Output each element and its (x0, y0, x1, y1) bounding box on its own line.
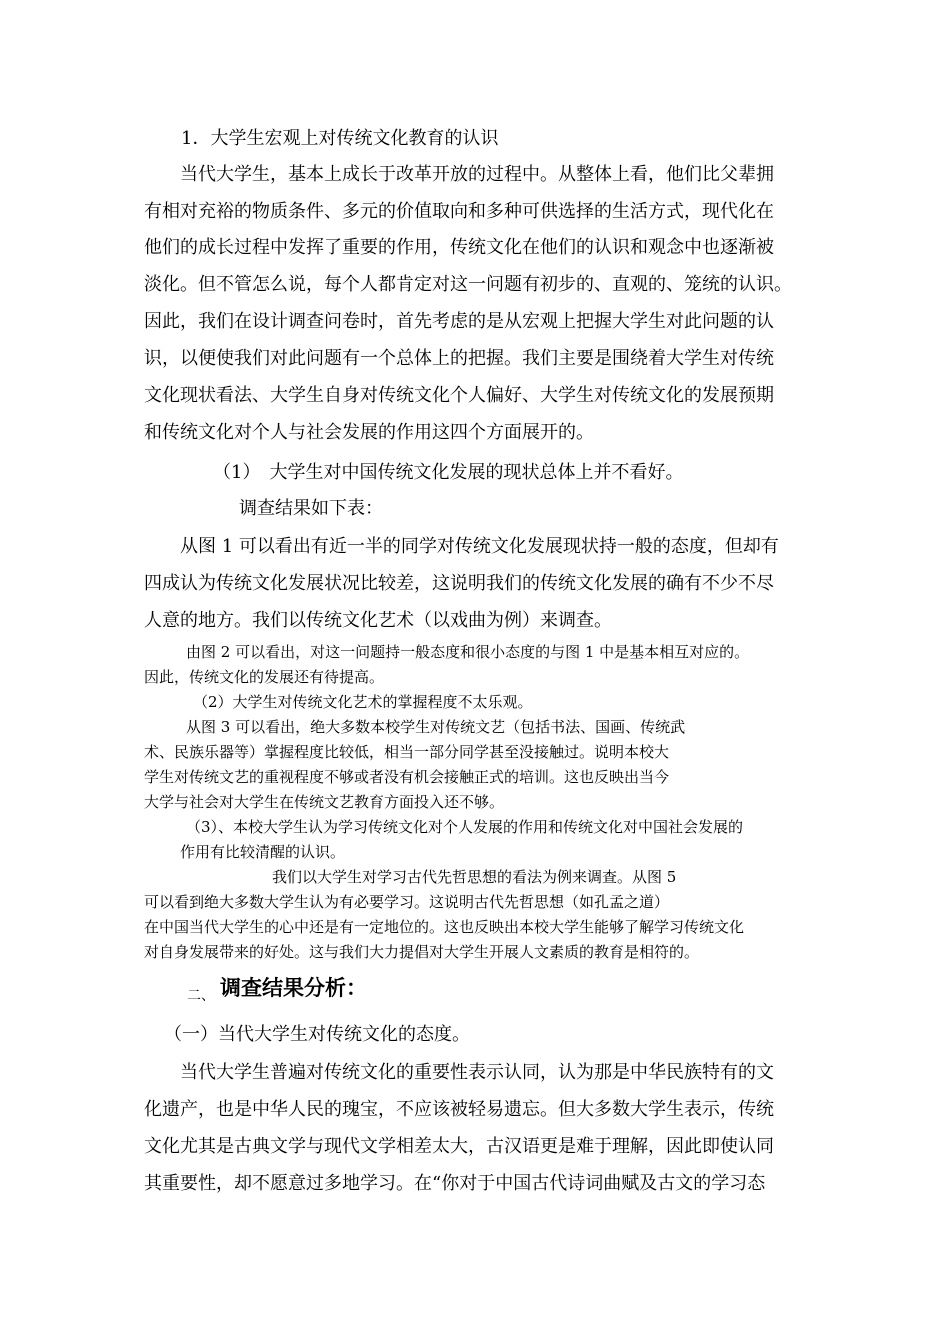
paragraph-line: 有相对充裕的物质条件、多元的价值取向和多种可供选择的生活方式，现代化在 (144, 201, 774, 222)
paragraph-line: 和传统文化对个人与社会发展的作用这四个方面展开的。 (144, 422, 594, 443)
paragraph-line: 化遗产，也是中华人民的瑰宝，不应该被轻易遗忘。但大多数大学生表示，传统 (144, 1099, 774, 1120)
paragraph-line: 当代大学生，基本上成长于改革开放的过程中。从整体上看，他们比父辈拥 (180, 164, 774, 185)
paragraph-line: 文化尤其是古典文学与现代文学相差太大，古汉语更是难于理解，因此即使认同 (144, 1136, 774, 1157)
paragraph-line: 从图 1 可以看出有近一半的同学对传统文化发展现状持一般的态度，但却有 (180, 536, 779, 557)
paragraph-line: 四成认为传统文化发展状况比较差，这说明我们的传统文化发展的确有不少不尽 (144, 573, 774, 594)
paragraph-line: 当代大学生普遍对传统文化的重要性表示认同，认为那是中华民族特有的文 (180, 1062, 774, 1083)
paragraph-line: 大学与社会对大学生在传统文艺教育方面投入还不够。 (144, 793, 505, 811)
survey-intro: 调查结果如下表： (239, 498, 383, 519)
section1-heading: 1．大学生宏观上对传统文化教育的认识 (181, 128, 499, 149)
paragraph-line: 我们以大学生对学习古代先哲思想的看法为例来调查。从图 5 (272, 868, 677, 886)
point3-title: （3）、本校大学生认为学习传统文化对个人发展的作用和传统文化对中国社会发展的 (186, 818, 744, 836)
paragraph-line: 可以看到绝大多数大学生认为有必要学习。这说明古代先哲思想（如孔孟之道） (144, 893, 670, 911)
paragraph-line: 文化现状看法、大学生自身对传统文化个人偏好、大学生对传统文化的发展预期 (144, 385, 774, 406)
paragraph-line: 识，以便使我们对此问题有一个总体上的把握。我们主要是围绕着大学生对传统 (144, 348, 774, 369)
point3-title-cont: 作用有比较清醒的认识。 (180, 843, 346, 861)
subsection1-title: （一）当代大学生对传统文化的态度。 (164, 1024, 470, 1045)
paragraph-line: 因此，传统文化的发展还有待提高。 (144, 668, 385, 686)
paragraph-line: 对自身发展带来的好处。这与我们大力提倡对大学生开展人文素质的教育是相符的。 (144, 943, 700, 961)
point1-title: （1） 大学生对中国传统文化发展的现状总体上并不看好。 (213, 462, 684, 483)
paragraph-line: 他们的成长过程中发挥了重要的作用，传统文化在他们的认识和观念中也逐渐被 (144, 237, 774, 258)
paragraph-line: 术、民族乐器等）掌握程度比较低，相当一部分同学甚至没接触过。说明本校大 (144, 743, 670, 761)
section2-number: 二、 (187, 988, 215, 1004)
paragraph-line: 淡化。但不管怎么说，每个人都肯定对这一问题有初步的、直观的、笼统的认识。 (144, 274, 792, 295)
section2-heading: 调查结果分析： (220, 976, 367, 1000)
paragraph-line: 在中国当代大学生的心中还是有一定地位的。这也反映出本校大学生能够了解学习传统文化 (144, 918, 745, 936)
paragraph-line: 人意的地方。我们以传统文化艺术（以戏曲为例）来调查。 (144, 610, 612, 631)
paragraph-line: 其重要性，却不愿意过多地学习。在“你对于中国古代诗词曲赋及古文的学习态 (144, 1173, 766, 1194)
paragraph-line: 由图 2 可以看出，对这一问题持一般态度和很小态度的与图 1 中是基本相互对应的。 (186, 643, 750, 661)
point2-title: （2）大学生对传统文化艺术的掌握程度不太乐观。 (193, 693, 533, 711)
paragraph-line: 学生对传统文艺的重视程度不够或者没有机会接触正式的培训。这也反映出当今 (144, 768, 670, 786)
paragraph-line: 从图 3 可以看出，绝大多数本校学生对传统文艺（包括书法、国画、传统武 (186, 718, 686, 736)
paragraph-line: 因此，我们在设计调查问卷时，首先考虑的是从宏观上把握大学生对此问题的认 (144, 311, 774, 332)
